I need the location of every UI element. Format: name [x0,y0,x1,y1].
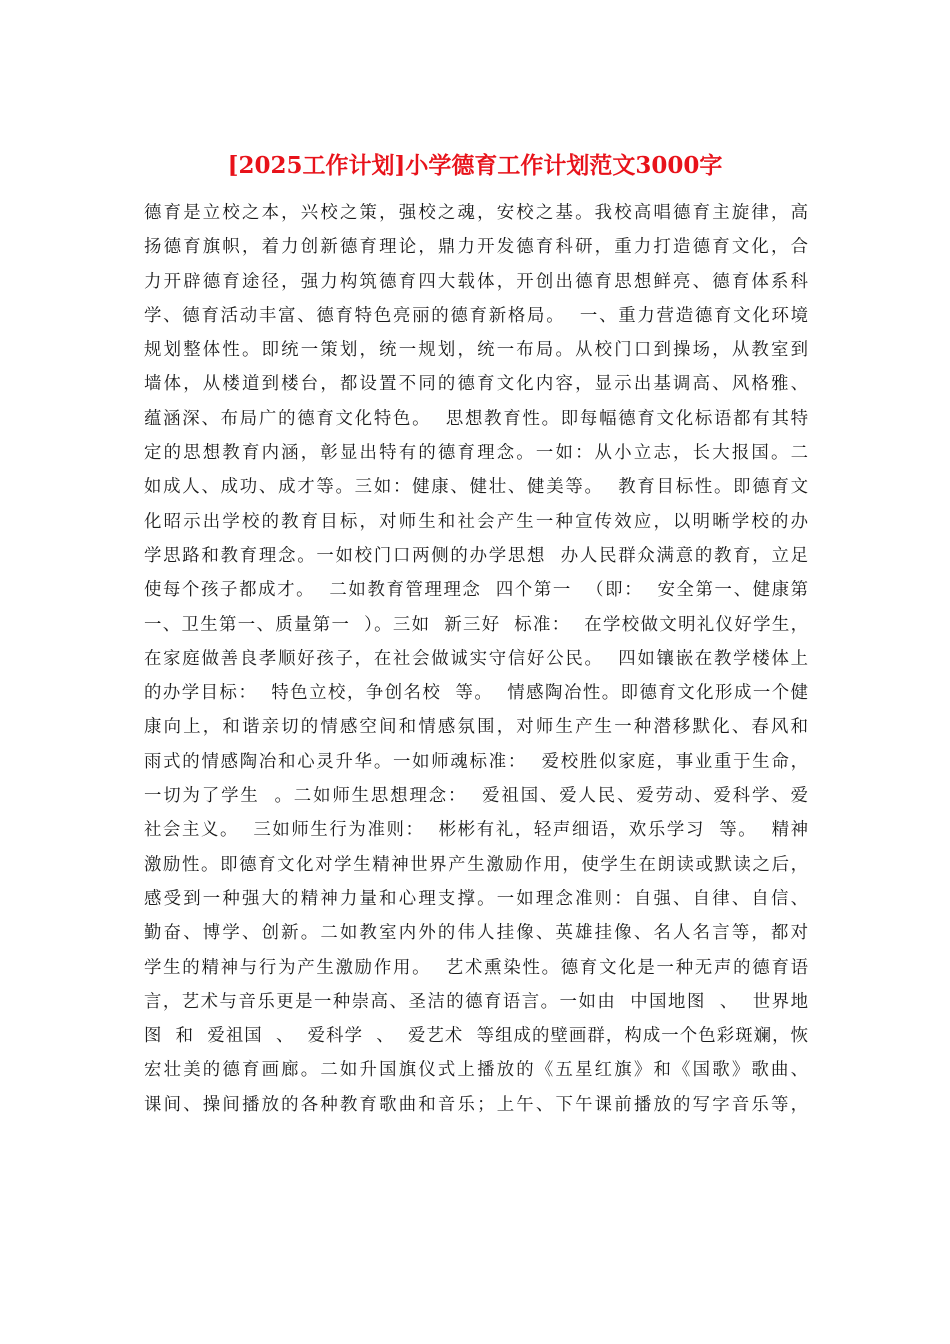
body-line: 德育是立校之本，兴校之策，强校之魂，安校之基。我校高唱德育主旋律，高 [144,203,808,223]
body-line: 学思路和教育理念。一如校门口两侧的办学思想 办人民群众满意的教育，立足 [144,545,808,566]
body-line: 墙体，从楼道到楼台，都设置不同的德育文化内容，显示出基调高、风格雅、 [144,374,808,395]
body-line: 勤奋、博学、创新。二如教室内外的伟人挂像、英雄挂像、名人名言等，都对 [144,923,808,944]
body-line: 力开辟德育途径，强力构筑德育四大载体，开创出德育思想鲜亮、德育体系科 [144,271,808,292]
body-line: 蕴涵深、布局广的德育文化特色。 思想教育性。即每幅德育文化标语都有其特 [144,408,808,429]
body-line: 定的思想教育内涵，彰显出特有的德育理念。一如：从小立志，长大报国。二 [144,443,808,464]
body-line: 学、德育活动丰富、德育特色亮丽的德育新格局。 一、重力营造德育文化环境 [144,305,808,326]
document-title: [2025工作计划]小学德育工作计划范文3000字 [227,152,723,179]
body-line: 雨式的情感陶冶和心灵升华。一如师魂标准： 爱校胜似家庭，事业重于生命， [144,751,808,772]
body-line: 康向上，和谐亲切的情感空间和情感氛围，对师生产生一种潜移默化、春风和 [144,717,808,738]
body-line: 社会主义。 三如师生行为准则： 彬彬有礼，轻声细语，欢乐学习 等。 精神 [144,820,808,841]
body-line: 宏壮美的德育画廊。二如升国旗仪式上播放的《五星红旗》和《国歌》歌曲、 [144,1060,808,1081]
body-line: 使每个孩子都成才。 二如教育管理理念 四个第一 （即： 安全第一、健康第 [144,580,808,601]
body-line: 课间、操间播放的各种教育歌曲和音乐；上午、下午课前播放的写字音乐等， [144,1094,808,1115]
body-line: 一切为了学生 。二如师生思想理念： 爱祖国、爱人民、爱劳动、爱科学、爱 [144,786,808,807]
body-line: 图 和 爱祖国 、 爱科学 、 爱艺术 等组成的壁画群，构成一个色彩斑斓，恢 [144,1026,808,1047]
body-line: 言，艺术与音乐更是一种崇高、圣洁的德育语言。一如由 中国地图 、 世界地 [144,991,808,1012]
body-line: 感受到一种强大的精神力量和心理支撑。一如理念准则：自强、自律、自信、 [144,888,808,909]
body-line: 在家庭做善良孝顺好孩子，在社会做诚实守信好公民。 四如镶嵌在教学楼体上 [144,648,808,669]
body-line: 的办学目标： 特色立校，争创名校 等。 情感陶冶性。即德育文化形成一个健 [144,683,808,704]
body-line: 规划整体性。即统一策划，统一规划，统一布局。从校门口到操场，从教室到 [144,340,808,361]
body-line: 扬德育旗帜，着力创新德育理论，鼎力开发德育科研，重力打造德育文化，合 [144,237,808,258]
body-line: 激励性。即德育文化对学生精神世界产生激励作用，使学生在朗读或默读之后， [144,854,808,875]
body-line: 一、卫生第一、质量第一 ）。三如 新三好 标准： 在学校做文明礼仪好学生， [144,614,808,635]
body-line: 学生的精神与行为产生激励作用。 艺术熏染性。德育文化是一种无声的德育语 [144,957,808,978]
document-body [144,196,808,1122]
body-line: 化昭示出学校的教育目标，对师生和社会产生一种宣传效应，以明晰学校的办 [144,511,808,532]
body-line: 如成人、成功、成才等。三如：健康、健壮、健美等。 教育目标性。即德育文 [144,477,808,498]
